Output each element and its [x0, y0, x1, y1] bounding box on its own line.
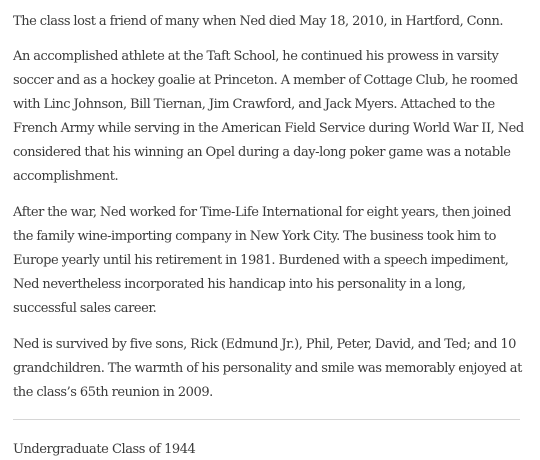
memorial-paragraph-career: After the war, Ned worked for Time-Life International for eight years, then joined the family wine-importing company in New York City. The business took him to Europe yearly until his retirement in 1981. Burdened with a speech impediment, Ned nevertheless incorporated his handicap into his personality in a long, successful sales career. — [13, 205, 511, 316]
memorial-paragraph-death: The class lost a friend of many when Ned died May 18, 2010, in Hartford, Conn. — [13, 14, 504, 29]
section-divider — [13, 419, 520, 420]
class-signature: Undergraduate Class of 1944 — [13, 442, 196, 457]
memorial-paragraph-college: An accomplished athlete at the Taft School, he continued his prowess in varsity soccer and as a hockey goalie at Princeton. A member of Cottage Club, he roomed with Linc Johnson, Bill Tiernan, Jim Crawford, and Jack Myers. Attached to the French Army while serving in the American Field Service during World War II, Ned considered that his winning an Opel during a day-long poker game was a notable accomplishment. — [13, 49, 524, 184]
memorial-paragraph-family: Ned is survived by five sons, Rick (Edmund Jr.), Phil, Peter, David, and Ted; and 10 grandchildren. The warmth of his personality and smile was memorably enjoyed at the class’s 65th reunion in 2009. — [13, 337, 522, 400]
